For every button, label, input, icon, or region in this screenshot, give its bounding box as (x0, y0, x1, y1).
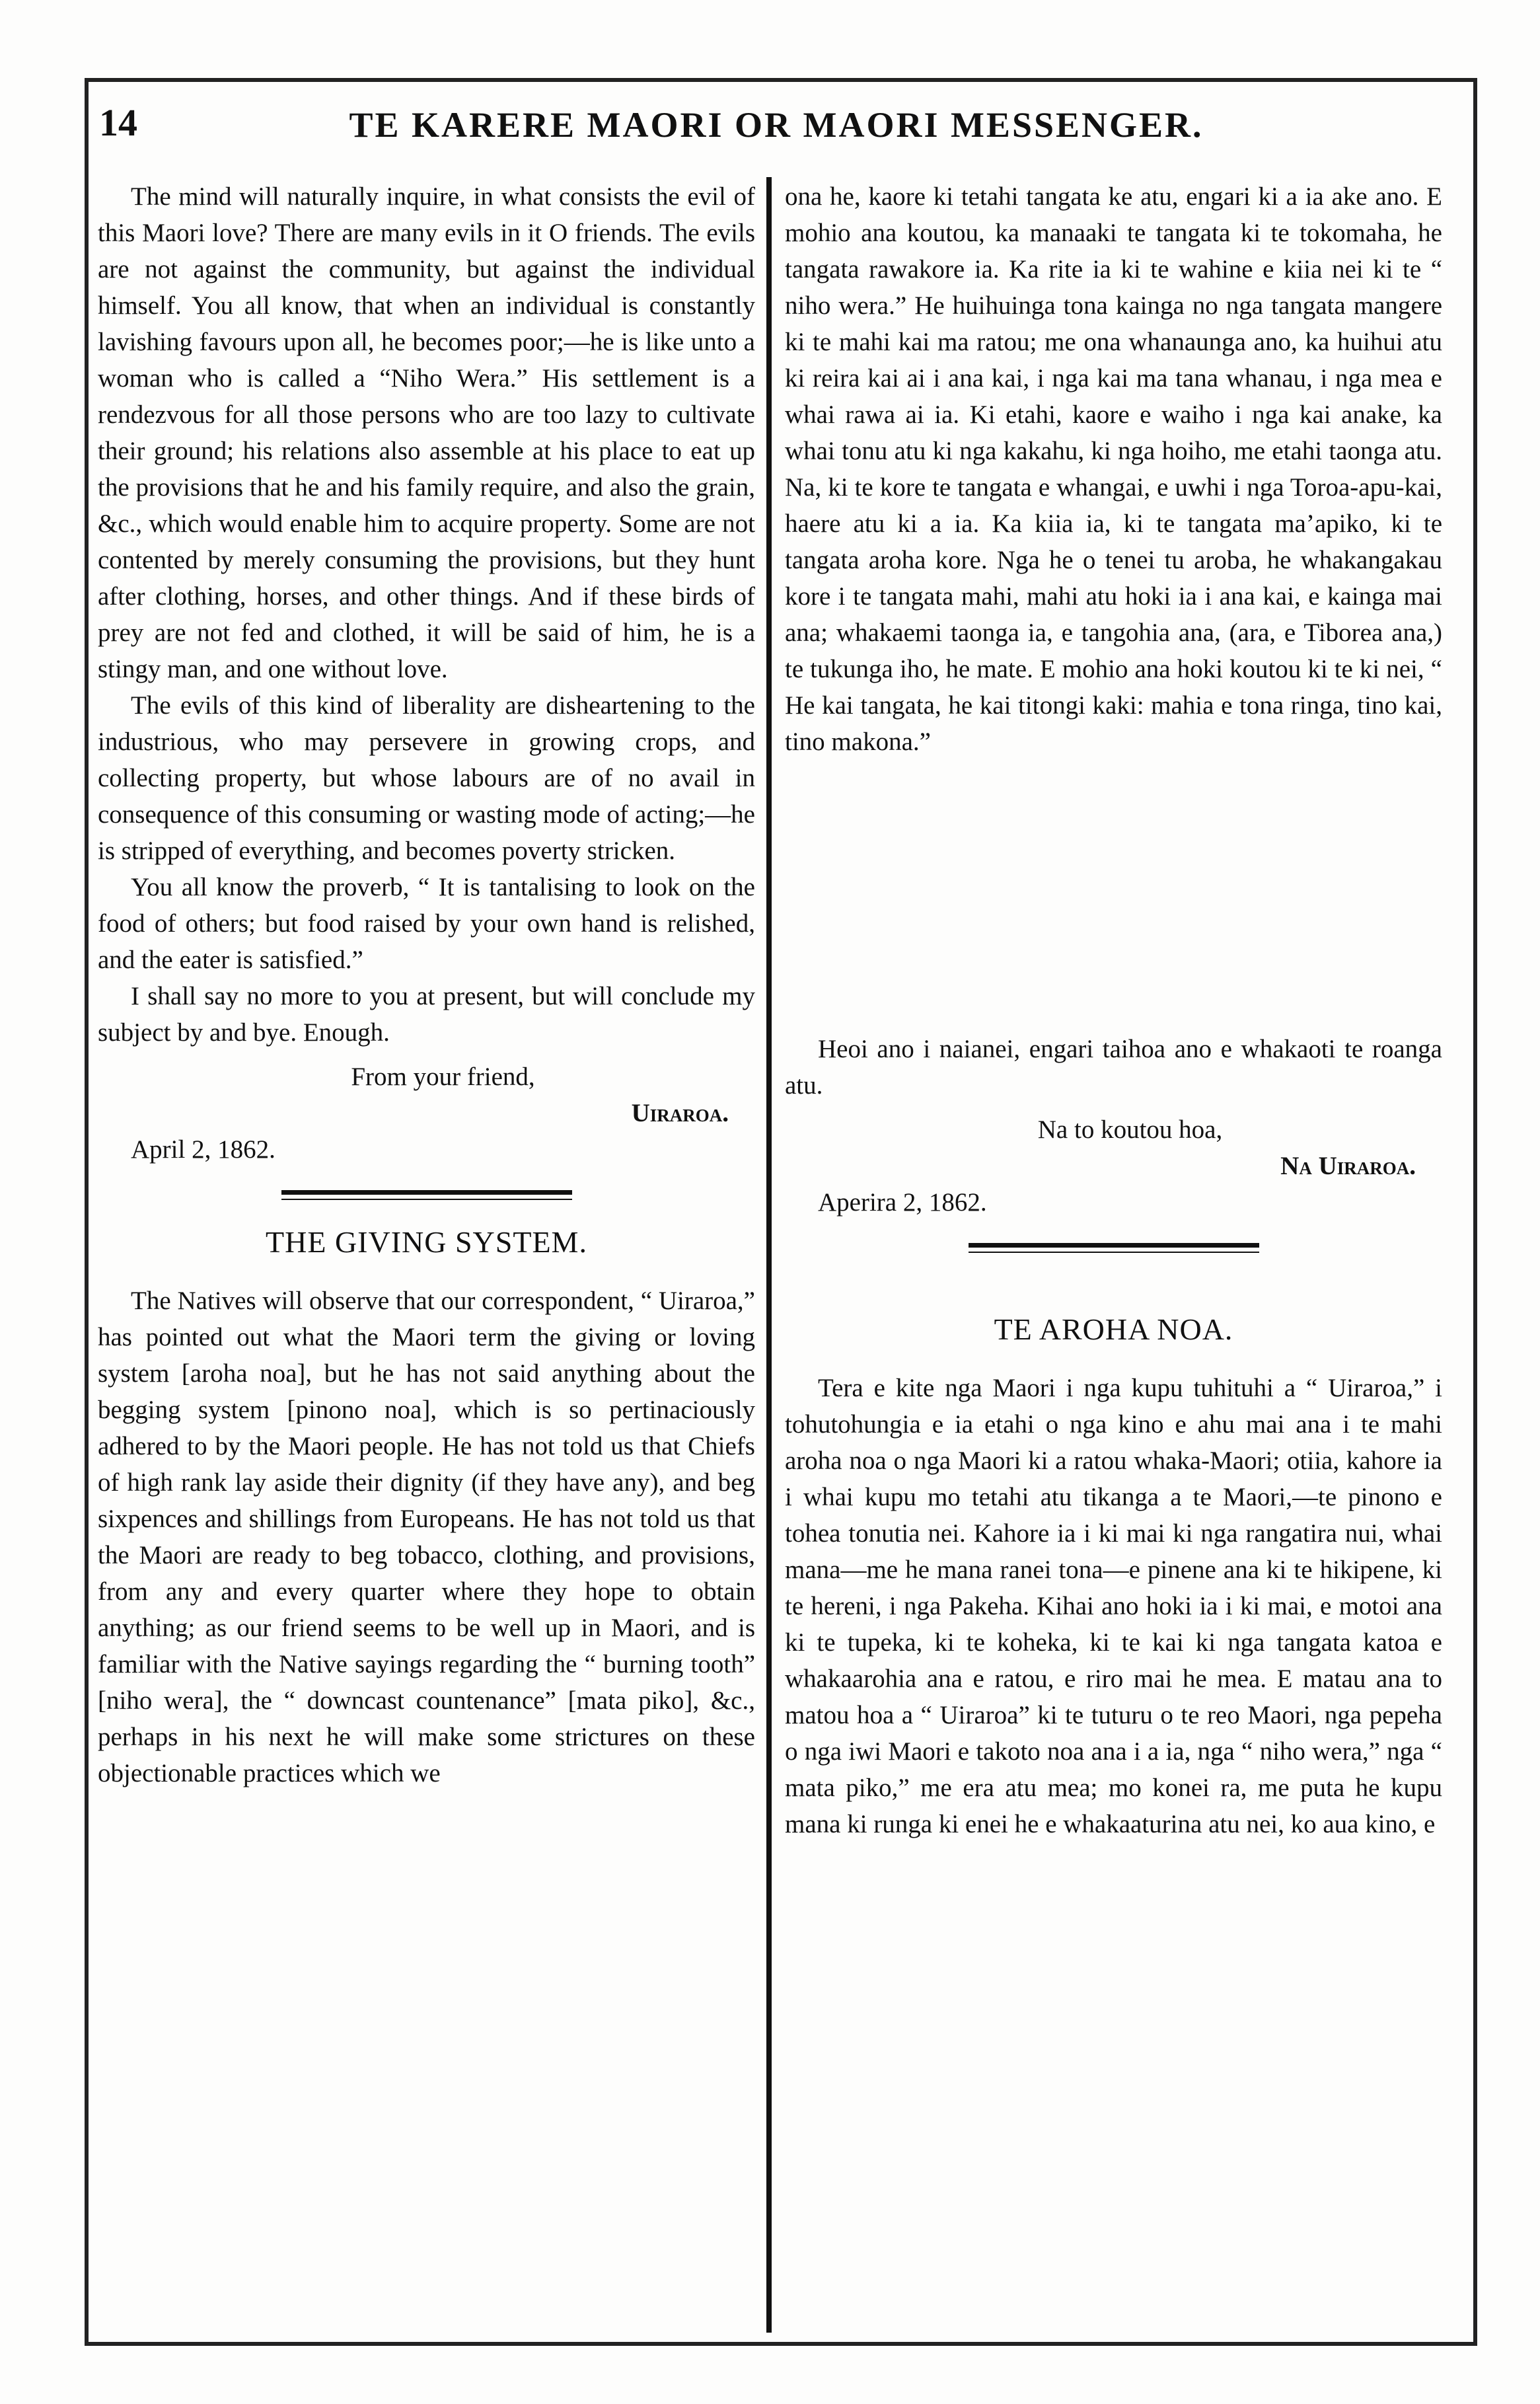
section-rule (281, 1190, 572, 1200)
maori-date: Aperira 2, 1862. (818, 1188, 987, 1217)
maori-section-paragraph: Tera e kite nga Maori i nga kupu tuhituhi a “ Uiraroa,” i tohutohungia e ia etahi o nga kino e ahu mai ana i te mahi aroha noa o nga Maori ki a ratou whaka-Maori; otiia, kahore ia i whai kupu mo tetahi atu tikanga a te Maori,—te pinono e tohea tonutia nei. Kahore ia i ki mai ki nga rangatira nui, whai mana—me he mana ranei tona—e pinene ana ki te hikipene, ki te hereni, i nga Pakeha. Kihai ano hoki ia i ki mai, e motoi ana ki te tupeka, ki te koheka, ki te kai ki nga tangata katoa e whakaarohia ana e ratou, e riro mai he mea. E matau ana to matou hoa a “ Uiraroa” ki te tuturu o te reo Maori, nga pepeha o nga iwi Maori e takoto noa ana i a ia, nga “ niho wera,” nga “ mata piko,” me era atu mea; mo konei ra, me puta he kupu mana ki runga ki enei he e whakaaturina atu nei, ko aua kino, e (785, 1374, 1442, 1838)
running-title: TE KARERE MAORI OR MAORI MESSENGER. (349, 105, 1204, 145)
maori-column (785, 178, 1442, 2326)
page-number: 14 (99, 101, 137, 144)
column-divider (766, 177, 772, 2333)
english-column (98, 178, 755, 2326)
english-paragraph-2: The evils of this kind of liberality are disheartening to the industrious, who may persevere in growing crops, and collecting property, but whose labours are of no avail in consequence of this consuming or wasting mode of acting;—he is stripped of everything, and becomes poverty stricken. (98, 691, 755, 865)
rule-thick-line (281, 1190, 572, 1195)
spacer (785, 1104, 1442, 1111)
english-paragraph-1: The mind will naturally inquire, in what consists the evil of this Maori love? There are many evils in it O friends. The evils are not against the community, but against the individual himself. You all know, that when an individual is constantly lavishing favours upon all, he becomes poor;—he is like unto a woman who is called a “Niho Wera.” His settlement is a rendezvous for all those persons who are too lazy to cultivate their ground; his relations also assemble at his place to eat up the provisions that he and his family require, and also the grain, &c., which would enable him to acquire property. Some are not contented by merely consuming the provisions, but they hunt after clothing, horses, and other things. And if these birds of prey are not fed and clothed, it will be said of him, he is a stingy man, and one without love. (98, 182, 755, 683)
english-paragraph-3: You all know the proverb, “ It is tantalising to look on the food of others; but food raised by your own hand is relished, and the eater is satisfied.” (98, 873, 755, 974)
maori-paragraph-1: ona he, kaore ki tetahi tangata ke atu, engari ki a ia ake ano. E mohio ana koutou, ka manaaki te tangata ki te tokomaha, he tangata rawakore ia. Ka rite ia ki te wahine e kiia nei ki te “ niho wera.” He huihuinga tona kainga no nga tangata mangere ki te mahi kai ma ratou; me ona whanaunga ano, ka huihui atu ki reira kai ai i ana kai, i nga kai ma tana whanau, i nga mea e whai rawa ai ia. Ki etahi, kaore e waiho i nga kai anake, ka whai tonu atu ki nga kakahu, ki nga hoiho, me etahi taonga atu. Na, ki te kore te tangata e whangai, e uwhi i nga Toroa-apu-kai, haere atu ki a ia. Ka kiia ia, ki te tangata ma’apiko, ki te tangata aroha kore. Nga he o tenei tu aroba, he whakangakau kore i te tangata mahi, mahi atu hoki ia i ana kai, e kainga mai ana; whakaemi taonga ia, e tangohia ana, (ara, e Tiborea ana,) te tukunga iho, he mate. E mohio ana hoki koutou ki te ki nei, “ He kai tangata, he kai titongi kaki: mahia e tona ringa, tino kai, tino makona.” (785, 182, 1442, 756)
english-date: April 2, 1862. (131, 1135, 275, 1164)
english-author: Uiraroa. (631, 1099, 729, 1127)
english-signoff: From your friend, (351, 1063, 535, 1091)
spacer (785, 1267, 1442, 1287)
rule-thin-line (969, 1252, 1259, 1253)
maori-author: Na Uiraroa. (1280, 1152, 1416, 1180)
page-header (92, 100, 1460, 161)
section-rule (969, 1243, 1259, 1253)
english-paragraph-4: I shall say no more to you at present, but will conclude my subject by and bye. Enough. (98, 982, 755, 1047)
english-section-title: THE GIVING SYSTEM. (266, 1225, 587, 1259)
rule-thick-line (969, 1243, 1259, 1248)
spacer (98, 1051, 755, 1059)
spacer (785, 760, 1442, 1031)
maori-signoff: Na to koutou hoa, (1037, 1115, 1223, 1144)
maori-section-title: TE AROHA NOA. (994, 1312, 1233, 1346)
maori-paragraph-2: Heoi ano i naianei, engari taihoa ano e whakaoti te roanga atu. (785, 1035, 1442, 1100)
rule-thin-line (281, 1199, 572, 1200)
english-section-paragraph: The Natives will observe that our correspondent, “ Uiraroa,” has pointed out what the Maori term the giving or loving system [aroha noa], but he has not said anything about the begging system [pinono noa], which is so pertinaciously adhered to by the Maori people. He has not told us that Chiefs of high rank lay aside their dignity (if they have any), and beg sixpences and shillings from Europeans. He has not told us that the Maori are ready to beg tobacco, clothing, and provisions, from any and every quarter where they hope to obtain anything; as our friend seems to be well up in Maori, and is familiar with the Native sayings regarding the “ burning tooth” [niho wera], the “ downcast countenance” [mata piko], &c., perhaps in his next he will make some strictures on these objectionable practices which we (98, 1287, 755, 1787)
